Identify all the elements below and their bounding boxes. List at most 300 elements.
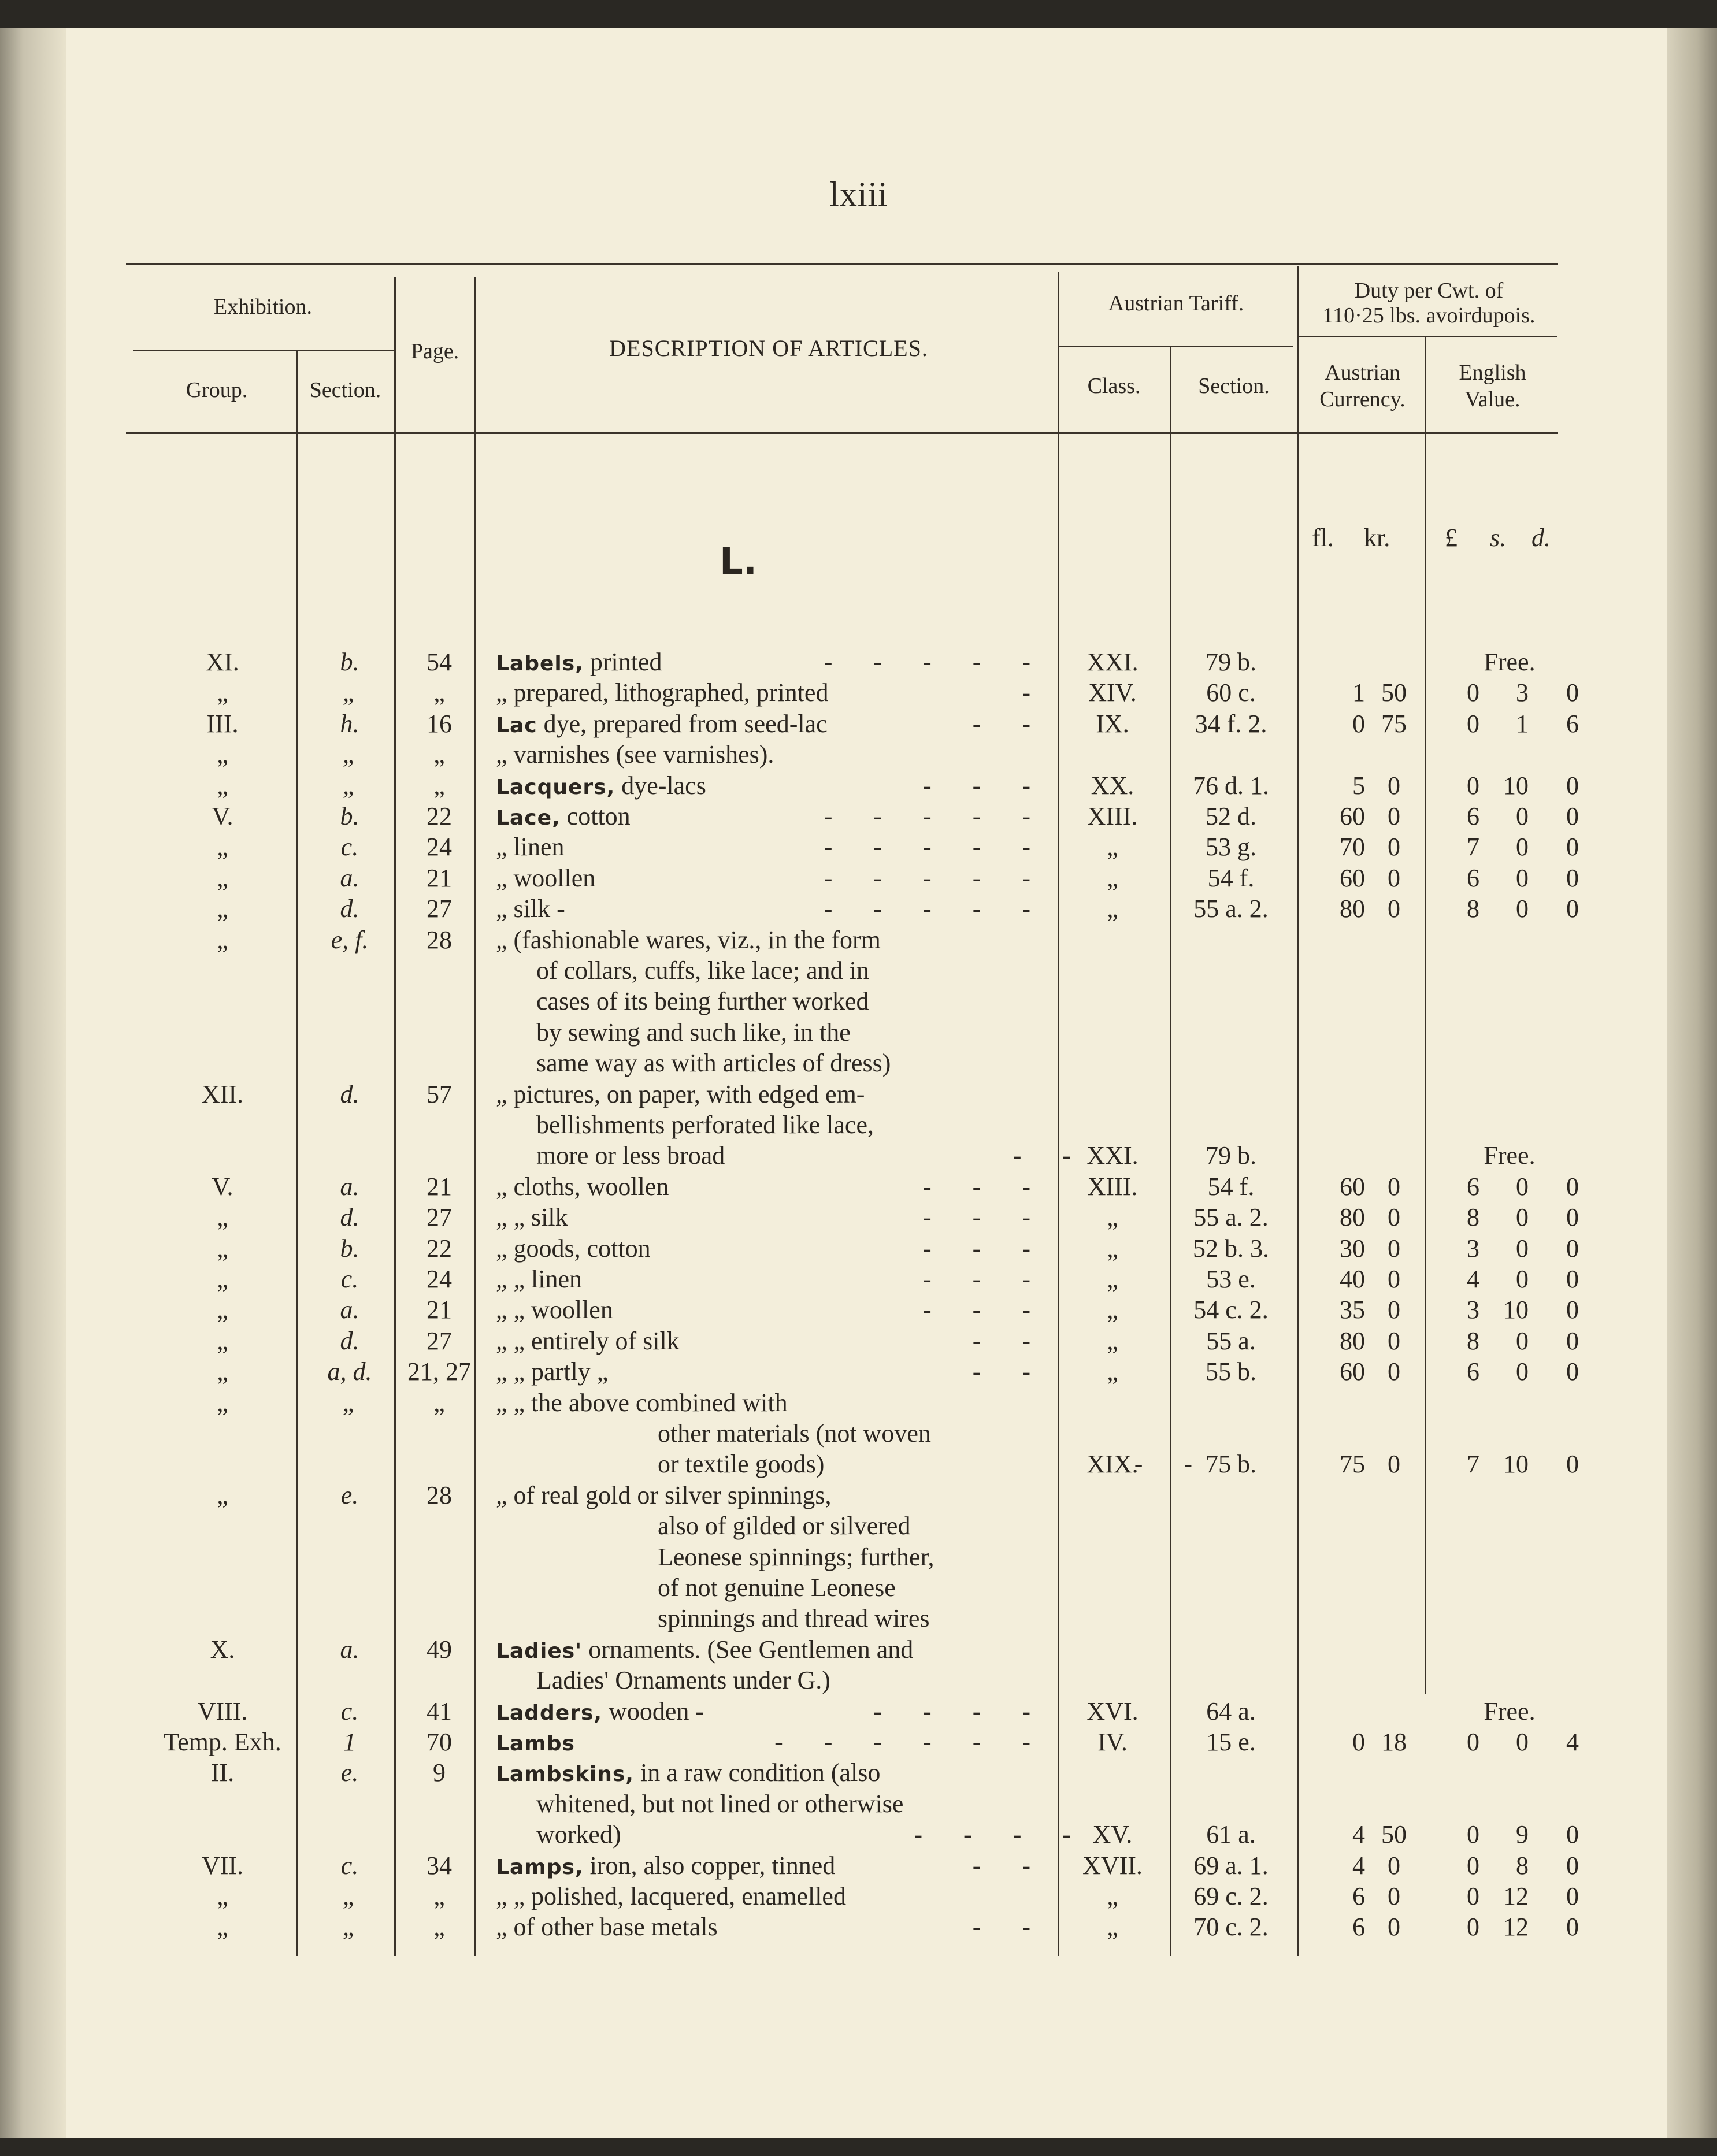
entry-text: worked)	[536, 1820, 621, 1849]
leader-dashes: - - -	[923, 1265, 1048, 1293]
entry-keyword: Lambs	[496, 1732, 575, 1756]
cell-pence: 0	[1566, 802, 1579, 830]
table-row	[0, 1789, 1717, 1819]
cell-description	[496, 1172, 1048, 1202]
cell-description	[496, 1018, 1088, 1048]
cell-pounds: 3	[1467, 1296, 1479, 1324]
header-sub-rule-tariff	[1058, 346, 1293, 347]
cell-florins: 60	[1340, 802, 1365, 830]
cell-group: V.	[212, 1172, 233, 1201]
cell-pounds: 6	[1467, 1172, 1479, 1201]
cell-group: V.	[212, 802, 233, 830]
cell-tariff-class: „	[1107, 833, 1118, 862]
entry-text: „ „ partly „	[496, 1357, 609, 1386]
cell-pounds: 6	[1467, 1357, 1479, 1386]
cell-section: d.	[340, 1203, 359, 1232]
table-row	[0, 1573, 1717, 1603]
cell-group: „	[217, 771, 228, 800]
leader-dashes: - -	[972, 1851, 1048, 1880]
cell-kreuzer: 0	[1388, 863, 1400, 892]
cell-tariff-section: 15 e.	[1206, 1728, 1256, 1756]
cell-pence: 0	[1566, 1913, 1579, 1942]
cell-page: 70	[427, 1728, 452, 1756]
cell-description	[496, 1882, 1048, 1912]
leader-dashes: - - - - - -	[774, 1728, 1048, 1756]
entry-text: dye-lacs	[615, 771, 706, 800]
cell-page: 21	[427, 1296, 452, 1324]
cell-shillings: 12	[1503, 1882, 1529, 1910]
cell-tariff-class: „	[1107, 1265, 1118, 1293]
cell-page: 24	[427, 1265, 452, 1293]
cell-tariff-class: XXI.	[1086, 648, 1139, 676]
cell-shillings: 0	[1516, 1265, 1529, 1293]
cell-florins: 70	[1340, 833, 1365, 862]
table-row	[0, 1018, 1717, 1048]
cell-tariff-section: 64 a.	[1206, 1697, 1256, 1725]
cell-description	[496, 1604, 1210, 1634]
cell-tariff-class: XXI.	[1086, 1141, 1139, 1170]
entry-text: bellishments perforated like lace,	[536, 1111, 874, 1139]
header-english-value-2: Value.	[1464, 387, 1521, 411]
cell-pence: 4	[1566, 1728, 1579, 1756]
cell-pence: 0	[1566, 1882, 1579, 1910]
cell-section: d.	[340, 1326, 359, 1355]
table-row	[0, 1542, 1717, 1572]
cell-shillings: 0	[1516, 1728, 1529, 1756]
cell-tariff-class: XVI.	[1086, 1697, 1139, 1725]
cell-page: „	[433, 1882, 445, 1910]
cell-description	[496, 1326, 1048, 1356]
cell-page: 49	[427, 1635, 452, 1664]
cell-description	[496, 1480, 1048, 1511]
header-section: Section.	[309, 378, 381, 402]
cell-pence: 0	[1566, 1326, 1579, 1355]
cell-tariff-class: „	[1107, 1913, 1118, 1942]
cell-group: X.	[210, 1635, 235, 1664]
cell-florins: 4	[1352, 1820, 1365, 1849]
cell-section: c.	[340, 1265, 359, 1293]
cell-tariff-section: 54 c. 2.	[1193, 1296, 1269, 1324]
cell-tariff-section: 69 a. 1.	[1193, 1851, 1269, 1880]
cell-shillings: 10	[1503, 1296, 1529, 1324]
cell-description	[496, 863, 1048, 893]
cell-description	[496, 771, 1048, 803]
cell-shillings: 9	[1516, 1820, 1529, 1849]
cell-group: „	[217, 1234, 228, 1263]
cell-section: e, f.	[331, 925, 369, 954]
cell-shillings: 0	[1516, 802, 1529, 830]
table-row	[0, 1604, 1717, 1634]
header-sub-rule-exhibition	[133, 350, 394, 351]
cell-section: „	[342, 740, 357, 769]
table-row	[0, 801, 1717, 832]
cell-pence: 0	[1566, 1296, 1579, 1324]
cell-page: 54	[427, 648, 452, 676]
cell-page: 16	[427, 709, 452, 738]
cell-group: VIII.	[197, 1697, 248, 1725]
cell-page: „	[433, 1388, 445, 1417]
cell-page: „	[433, 771, 445, 800]
cell-group: „	[217, 1388, 228, 1417]
cell-pounds: 0	[1467, 709, 1479, 738]
entry-text: „ varnishes (see varnishes).	[496, 740, 774, 769]
entry-text: „ of other base metals	[496, 1913, 718, 1942]
entry-text: „ „ silk	[496, 1203, 568, 1232]
cell-description	[496, 1851, 1048, 1883]
cell-pounds: 8	[1467, 1326, 1479, 1355]
header-austrian-currency-1: Austrian	[1325, 361, 1400, 385]
entry-keyword: Ladies'	[496, 1639, 583, 1663]
cell-description	[496, 832, 1048, 862]
cell-description	[496, 956, 1088, 986]
cell-kreuzer: 0	[1388, 802, 1400, 830]
cell-section: a.	[340, 1172, 359, 1201]
cell-section: b.	[340, 1234, 359, 1263]
entry-text: „ cloths, woollen	[496, 1172, 669, 1201]
cell-description	[496, 1419, 1210, 1449]
cell-florins: 0	[1352, 709, 1365, 738]
cell-pence: 0	[1566, 771, 1579, 800]
table-row	[0, 1820, 1717, 1850]
cell-section: e.	[340, 1480, 359, 1509]
entry-text: „ silk -	[496, 895, 565, 923]
cell-florins: 60	[1340, 1172, 1365, 1201]
cell-description	[496, 740, 1048, 770]
header-english-value-1: English	[1459, 361, 1526, 385]
cell-pence: 0	[1566, 863, 1579, 892]
cell-description	[496, 925, 1048, 955]
table-row	[0, 894, 1717, 924]
table-row	[0, 863, 1717, 893]
leader-dashes: - -	[972, 1913, 1048, 1942]
header-austrian-currency-2: Currency.	[1319, 387, 1406, 411]
table-row	[0, 1697, 1717, 1727]
entry-text: „ „ woollen	[496, 1296, 613, 1324]
header-tariff-section: Section.	[1198, 374, 1270, 398]
cell-pence: 0	[1566, 678, 1579, 707]
table-row	[0, 1511, 1717, 1541]
header-duty-line1: Duty per Cwt. of	[1354, 279, 1504, 303]
entry-text: „ prepared, lithographed, printed	[496, 678, 829, 707]
cell-section: c.	[340, 833, 359, 862]
cell-florins: 1	[1352, 678, 1365, 707]
cell-tariff-section: 69 c. 2.	[1193, 1882, 1269, 1910]
cell-tariff-class: „	[1107, 1296, 1118, 1324]
cell-pounds: 0	[1467, 1913, 1479, 1942]
cell-group: „	[217, 678, 228, 707]
cell-florins: 6	[1352, 1913, 1365, 1942]
cell-florins: 60	[1340, 1357, 1365, 1386]
header-duty-line2: 110·25 lbs. avoirdupois.	[1322, 303, 1536, 328]
cell-kreuzer: 0	[1388, 895, 1400, 923]
entry-text: of collars, cuffs, like lace; and in	[536, 956, 869, 985]
cell-shillings: 1	[1516, 709, 1529, 738]
cell-group: „	[217, 863, 228, 892]
table-row	[0, 1264, 1717, 1294]
cell-shillings: 8	[1516, 1851, 1529, 1880]
entry-text: „ goods, cotton	[496, 1234, 651, 1263]
entry-text: more or less broad	[536, 1141, 725, 1170]
cell-tariff-section: 61 a.	[1206, 1820, 1256, 1849]
cell-tariff-section: 79 b.	[1206, 1141, 1256, 1170]
entry-text: cases of its being further worked	[536, 987, 869, 1016]
entry-text: „ „ polished, lacquered, enamelled	[496, 1882, 846, 1910]
table-row	[0, 1758, 1717, 1788]
cell-tariff-section: 70 c. 2.	[1193, 1913, 1269, 1942]
table-row	[0, 709, 1717, 739]
cell-group: „	[217, 1326, 228, 1355]
entry-text: spinnings and thread wires	[658, 1604, 930, 1633]
cell-group: „	[217, 925, 228, 954]
cell-description	[496, 1079, 1048, 1109]
cell-section: „	[342, 678, 357, 707]
cell-pounds: 8	[1467, 895, 1479, 923]
leader-dashes: - -	[1134, 1450, 1210, 1479]
cell-tariff-class: XVII.	[1082, 1851, 1143, 1880]
cell-page: 27	[427, 1203, 452, 1232]
cell-kreuzer: 50	[1381, 1820, 1407, 1849]
cell-kreuzer: 0	[1388, 833, 1400, 862]
cell-section: c.	[340, 1851, 359, 1880]
cell-description	[496, 1573, 1210, 1603]
cell-group: „	[217, 1203, 228, 1232]
leader-dashes: - - -	[923, 1234, 1048, 1263]
cell-shillings: 12	[1503, 1913, 1529, 1942]
cell-description	[496, 1357, 1048, 1387]
cell-shillings: 0	[1516, 863, 1529, 892]
cell-kreuzer: 0	[1388, 1882, 1400, 1910]
cell-kreuzer: 18	[1381, 1728, 1407, 1756]
cell-tariff-class: XX.	[1091, 771, 1134, 800]
cell-pence: 0	[1566, 1851, 1579, 1880]
cell-page: 24	[427, 833, 452, 862]
cell-tariff-class: „	[1107, 1326, 1118, 1355]
cell-description	[496, 1388, 1048, 1418]
header-group: Group.	[186, 378, 248, 402]
cell-shillings: 0	[1516, 1172, 1529, 1201]
cell-tariff-class: „	[1107, 1357, 1118, 1386]
cell-tariff-section: 52 b. 3.	[1193, 1234, 1269, 1263]
cell-florins: 75	[1340, 1450, 1365, 1479]
cell-pounds: 3	[1467, 1234, 1479, 1263]
table-row	[0, 1079, 1717, 1109]
cell-florins: 35	[1340, 1296, 1365, 1324]
cell-tariff-section: 54 f.	[1207, 863, 1255, 892]
cell-pounds: 0	[1467, 771, 1479, 800]
cell-pounds: 4	[1467, 1265, 1479, 1293]
cell-pounds: 8	[1467, 1203, 1479, 1232]
table-row	[0, 1234, 1717, 1264]
cell-section: 1	[343, 1728, 356, 1756]
header-page: Page.	[410, 339, 459, 363]
cell-pence: 0	[1566, 1265, 1579, 1293]
leader-dashes: - -	[972, 1326, 1048, 1355]
entry-keyword: Labels,	[496, 652, 584, 676]
cell-group: „	[217, 1480, 228, 1509]
cell-group: „	[217, 740, 228, 769]
cell-section: a.	[340, 1635, 359, 1664]
entry-text: other materials (not woven	[658, 1419, 931, 1448]
cell-description	[496, 1758, 1048, 1790]
cell-tariff-section: 53 e.	[1206, 1265, 1256, 1293]
cell-pounds: 0	[1467, 1851, 1479, 1880]
cell-page: 34	[427, 1851, 452, 1880]
cell-tariff-section: 52 d.	[1206, 802, 1256, 830]
cell-description	[496, 1048, 1088, 1078]
header-description: DESCRIPTION OF ARTICLES.	[609, 335, 928, 361]
cell-tariff-section: 55 a. 2.	[1193, 1203, 1269, 1232]
cell-tariff-section: 54 f.	[1207, 1172, 1255, 1201]
cell-page: „	[433, 740, 445, 769]
section-letter: L.	[720, 540, 758, 583]
leader-dashes: - - -	[923, 771, 1048, 800]
entry-keyword: Lac	[496, 713, 537, 737]
cell-section: „	[342, 1882, 357, 1910]
header-bottom-rule	[126, 432, 1558, 434]
entry-text: cotton	[560, 802, 631, 830]
leader-dashes: - - - - -	[824, 895, 1048, 923]
cell-description	[496, 1665, 1088, 1695]
cell-group: „	[217, 1265, 228, 1293]
cell-page: 21, 27	[407, 1357, 471, 1386]
cell-page: 28	[427, 1480, 452, 1509]
cell-pence: 0	[1566, 895, 1579, 923]
cell-description	[496, 1264, 1048, 1294]
cell-shillings: 0	[1516, 1326, 1529, 1355]
cell-section: d.	[340, 1079, 359, 1108]
cell-kreuzer: 0	[1388, 1234, 1400, 1263]
header-austrian-tariff: Austrian Tariff.	[1108, 291, 1244, 316]
unit-pence: d.	[1531, 524, 1551, 552]
cell-section: „	[342, 771, 357, 800]
table-row	[0, 1419, 1717, 1449]
cell-pence: 0	[1566, 833, 1579, 862]
unit-shillings: s.	[1490, 524, 1507, 552]
entry-text: „ „ linen	[496, 1265, 583, 1293]
cell-description	[496, 709, 1048, 741]
cell-pounds: 7	[1467, 1450, 1479, 1479]
cell-description	[496, 1727, 1048, 1759]
leader-dashes: - - -	[923, 1172, 1048, 1201]
table-row	[0, 1295, 1717, 1325]
cell-group: „	[217, 1357, 228, 1386]
cell-pence: 6	[1566, 709, 1579, 738]
cell-description	[496, 894, 1048, 924]
leader-dashes: - - - - -	[824, 648, 1048, 676]
cell-pence: 0	[1566, 1820, 1579, 1849]
leader-dashes: - - - - -	[824, 833, 1048, 862]
cell-description	[496, 678, 1048, 708]
entry-keyword: Ladders,	[496, 1701, 603, 1725]
cell-pounds: 0	[1467, 1882, 1479, 1910]
cell-description	[496, 1295, 1048, 1325]
table-row	[0, 1357, 1717, 1387]
entry-keyword: Lace,	[496, 806, 561, 830]
table-row	[0, 1449, 1717, 1479]
cell-shillings: 0	[1516, 833, 1529, 862]
unit-kr: kr.	[1364, 524, 1390, 552]
cell-pence: 0	[1566, 1450, 1579, 1479]
cell-pence: 0	[1566, 1172, 1579, 1201]
cell-kreuzer: 0	[1388, 1851, 1400, 1880]
cell-page: „	[433, 678, 445, 707]
cell-page: „	[433, 1913, 445, 1942]
cell-tariff-section: 53 g.	[1206, 833, 1256, 862]
leader-dashes: -	[1022, 678, 1048, 707]
entry-text: in a raw condition (also	[633, 1758, 881, 1787]
cell-page: 28	[427, 925, 452, 954]
leader-dashes: - - - - -	[824, 802, 1048, 830]
header-exhibition: Exhibition.	[214, 295, 312, 319]
cell-section: a.	[340, 863, 359, 892]
cell-tariff-section: 60 c.	[1206, 678, 1256, 707]
cell-description	[496, 1141, 1088, 1171]
cell-group: „	[217, 1882, 228, 1910]
cell-section: e.	[340, 1758, 359, 1787]
table-row	[0, 1912, 1717, 1942]
table-top-rule	[126, 263, 1558, 265]
cell-florins: 80	[1340, 1203, 1365, 1232]
entry-keyword: Lambskins,	[496, 1762, 634, 1787]
cell-section: d.	[340, 895, 359, 923]
cell-page: 21	[427, 863, 452, 892]
cell-description	[496, 1789, 1088, 1819]
cell-kreuzer: 75	[1381, 709, 1407, 738]
cell-description	[496, 1234, 1048, 1264]
entry-text: or textile goods)	[658, 1450, 825, 1479]
cell-page: 27	[427, 895, 452, 923]
cell-kreuzer: 50	[1381, 678, 1407, 707]
entry-keyword: Lamps,	[496, 1855, 584, 1879]
cell-florins: 4	[1352, 1851, 1365, 1880]
cell-pence: 0	[1566, 1203, 1579, 1232]
leader-dashes: - - - -	[873, 1697, 1048, 1725]
cell-page: 27	[427, 1326, 452, 1355]
cell-florins: 80	[1340, 1326, 1365, 1355]
cell-group: VII.	[201, 1851, 244, 1880]
cell-section: c.	[340, 1697, 359, 1725]
cell-kreuzer: 0	[1388, 1172, 1400, 1201]
entry-text: ornaments. (See Gentlemen and	[582, 1635, 914, 1664]
table-row	[0, 1635, 1717, 1665]
header-sub-rule-duty	[1297, 336, 1557, 337]
header-class: Class.	[1087, 374, 1141, 398]
cell-pounds: 0	[1467, 678, 1479, 707]
cell-tariff-section: 75 b.	[1206, 1450, 1256, 1479]
cell-shillings: 0	[1516, 895, 1529, 923]
entry-text: dye, prepared from seed-lac	[537, 709, 828, 738]
cell-description	[496, 1110, 1088, 1140]
cell-shillings: 0	[1516, 1234, 1529, 1263]
entry-text: „ pictures, on paper, with edged em-	[496, 1079, 865, 1108]
cell-pounds: 6	[1467, 802, 1479, 830]
table-row	[0, 986, 1717, 1016]
cell-group: II.	[210, 1758, 235, 1787]
cell-description	[496, 1511, 1210, 1541]
cell-group: XII.	[201, 1079, 244, 1108]
cell-tariff-class: „	[1107, 1234, 1118, 1263]
entry-text: also of gilded or silvered	[658, 1512, 911, 1541]
entry-text: Leonese spinnings; further,	[658, 1542, 934, 1571]
entry-text: „ (fashionable wares, viz., in the form	[496, 925, 881, 954]
table-row	[0, 1480, 1717, 1511]
leader-dashes: - - -	[923, 1296, 1048, 1324]
table-row	[0, 1665, 1717, 1695]
cell-description	[496, 1697, 1048, 1728]
cell-kreuzer: 0	[1388, 1326, 1400, 1355]
table-row	[0, 832, 1717, 862]
cell-pounds: 0	[1467, 1820, 1479, 1849]
